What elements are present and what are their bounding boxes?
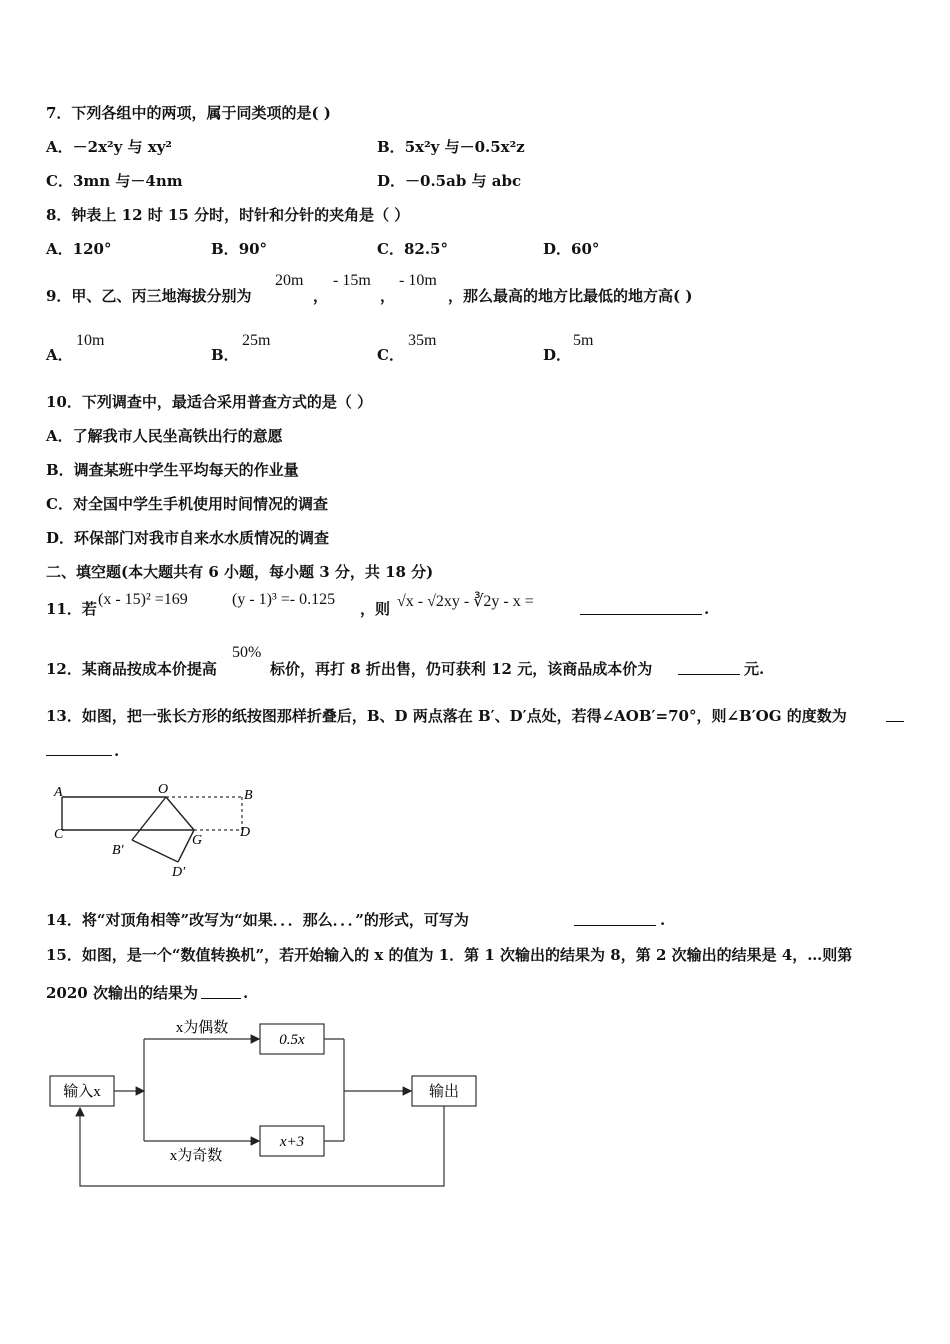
- q13-answer-blank-1[interactable]: [886, 707, 904, 722]
- q9-stem-suffix: ，那么最高的地方比最低的地方高( ): [448, 287, 693, 305]
- q7-option-c[interactable]: C．3mn 与－4nm: [46, 172, 183, 190]
- q7-stem: 7．下列各组中的两项，属于同类项的是( ): [46, 104, 331, 122]
- q9-option-a-value: 10m: [76, 332, 105, 349]
- label-o: O: [158, 782, 169, 797]
- label-d-prime: D′: [172, 865, 186, 880]
- q15-end: .: [243, 984, 249, 1002]
- label-b: B: [244, 788, 253, 803]
- half-label: 0.5x: [279, 1032, 305, 1048]
- q13-stem: 13．如图，把一张长方形的纸按图那样折叠后，B、D 两点落在 B′、D′点处，若得∠AOB′=70°，则∠B′OG 的度数为: [46, 707, 847, 725]
- q13-answer-blank-2[interactable]: [46, 741, 112, 756]
- q9-option-b-value: 25m: [242, 332, 271, 349]
- q11-equation-1: (x - 15)² =169: [98, 591, 188, 608]
- q9-height-2: - 15m: [333, 272, 371, 289]
- label-b-prime: B′: [112, 843, 124, 858]
- even-condition: x为偶数: [175, 1020, 229, 1036]
- odd-condition: x为奇数: [169, 1148, 223, 1164]
- q9-option-c-value: 35m: [408, 332, 437, 349]
- q13-folding-figure: [50, 780, 270, 880]
- q12-unit: 元.: [744, 660, 765, 678]
- q11-equation-2: (y - 1)³ =- 0.125: [232, 591, 336, 608]
- q14-answer-blank[interactable]: [574, 911, 656, 926]
- q12-answer-blank[interactable]: [678, 660, 740, 675]
- q15-conversion-diagram: [40, 1010, 500, 1195]
- q11-then: ，则: [360, 600, 391, 618]
- input-label: 输入x: [63, 1084, 101, 1100]
- q14-stem: 14．将“对顶角相等”改写为“如果．．．那么．．．”的形式，可写为: [46, 911, 469, 929]
- q9-stem-prefix: 9．甲、乙、丙三地海拔分别为: [46, 287, 252, 305]
- q7-option-a[interactable]: A．－2x²y 与 xy²: [46, 138, 172, 156]
- q9-option-d-value: 5m: [573, 332, 594, 349]
- q9-height-3: - 10m: [399, 272, 437, 289]
- section-2-title: 二、填空题(本大题共有 6 小题，每小题 3 分，共 18 分): [46, 563, 434, 581]
- q8-option-d[interactable]: D．60°: [543, 240, 600, 258]
- q13-end: .: [114, 742, 120, 760]
- q10-stem: 10．下列调查中，最适合采用普查方式的是（ ）: [46, 393, 373, 411]
- output-label: 输出: [428, 1084, 460, 1100]
- q9-height-1: 20m: [275, 272, 304, 289]
- label-a: A: [54, 785, 63, 800]
- q12-prefix: 12．某商品按成本价提高: [46, 660, 217, 678]
- q10-option-a[interactable]: A．了解我市人民坐高铁出行的意愿: [46, 427, 283, 445]
- label-d: D: [240, 825, 251, 840]
- q11-prefix: 11．若: [46, 600, 97, 618]
- edge-ob-prime: [132, 797, 166, 840]
- q8-option-a[interactable]: A．120°: [46, 240, 112, 258]
- edge-bd-prime: [132, 840, 178, 862]
- q15-stem-line-1: 15．如图，是一个“数值转换机”，若开始输入的 x 的值为 1．第 1 次输出的结果为 8，第 2 次输出的结果是 4，…则第: [46, 946, 853, 964]
- q7-option-b[interactable]: B．5x²y 与－0.5x²z: [377, 138, 525, 156]
- q8-stem: 8．钟表上 12 时 15 分时，时针和分针的夹角是（ ）: [46, 206, 410, 224]
- q8-option-c[interactable]: C．82.5°: [377, 240, 448, 258]
- label-g: G: [192, 833, 203, 848]
- q11-expression: √x - √2xy - ∛2y - x =: [397, 593, 534, 610]
- q9-comma-1: ，: [313, 287, 329, 305]
- fold-line-og: [166, 797, 194, 830]
- q11-answer-blank[interactable]: [580, 600, 702, 615]
- plus3-label: x+3: [279, 1134, 305, 1150]
- q9-comma-2: ，: [380, 287, 396, 305]
- label-c: C: [54, 827, 64, 842]
- q9-option-d-label[interactable]: D．: [543, 346, 572, 364]
- q9-option-c-label[interactable]: C．: [377, 346, 404, 364]
- q12-percent: 50%: [232, 644, 262, 661]
- q10-option-d[interactable]: D．环保部门对我市自来水水质情况的调查: [46, 529, 330, 547]
- q11-end: .: [704, 600, 710, 618]
- q10-option-c[interactable]: C．对全国中学生手机使用时间情况的调查: [46, 495, 328, 513]
- q12-suffix: 标价，再打 8 折出售，仍可获利 12 元，该商品成本价为: [270, 660, 653, 678]
- q15-stem-line-2: 2020 次输出的结果为: [46, 984, 198, 1002]
- q15-answer-blank[interactable]: [201, 984, 241, 999]
- q7-option-d[interactable]: D．－0.5ab 与 abc: [377, 172, 522, 190]
- q14-end: .: [660, 911, 666, 929]
- q8-option-b[interactable]: B．90°: [211, 240, 268, 258]
- q9-option-a-label[interactable]: A．: [46, 346, 73, 364]
- q9-option-b-label[interactable]: B．: [211, 346, 239, 364]
- q10-option-b[interactable]: B．调查某班中学生平均每天的作业量: [46, 461, 299, 479]
